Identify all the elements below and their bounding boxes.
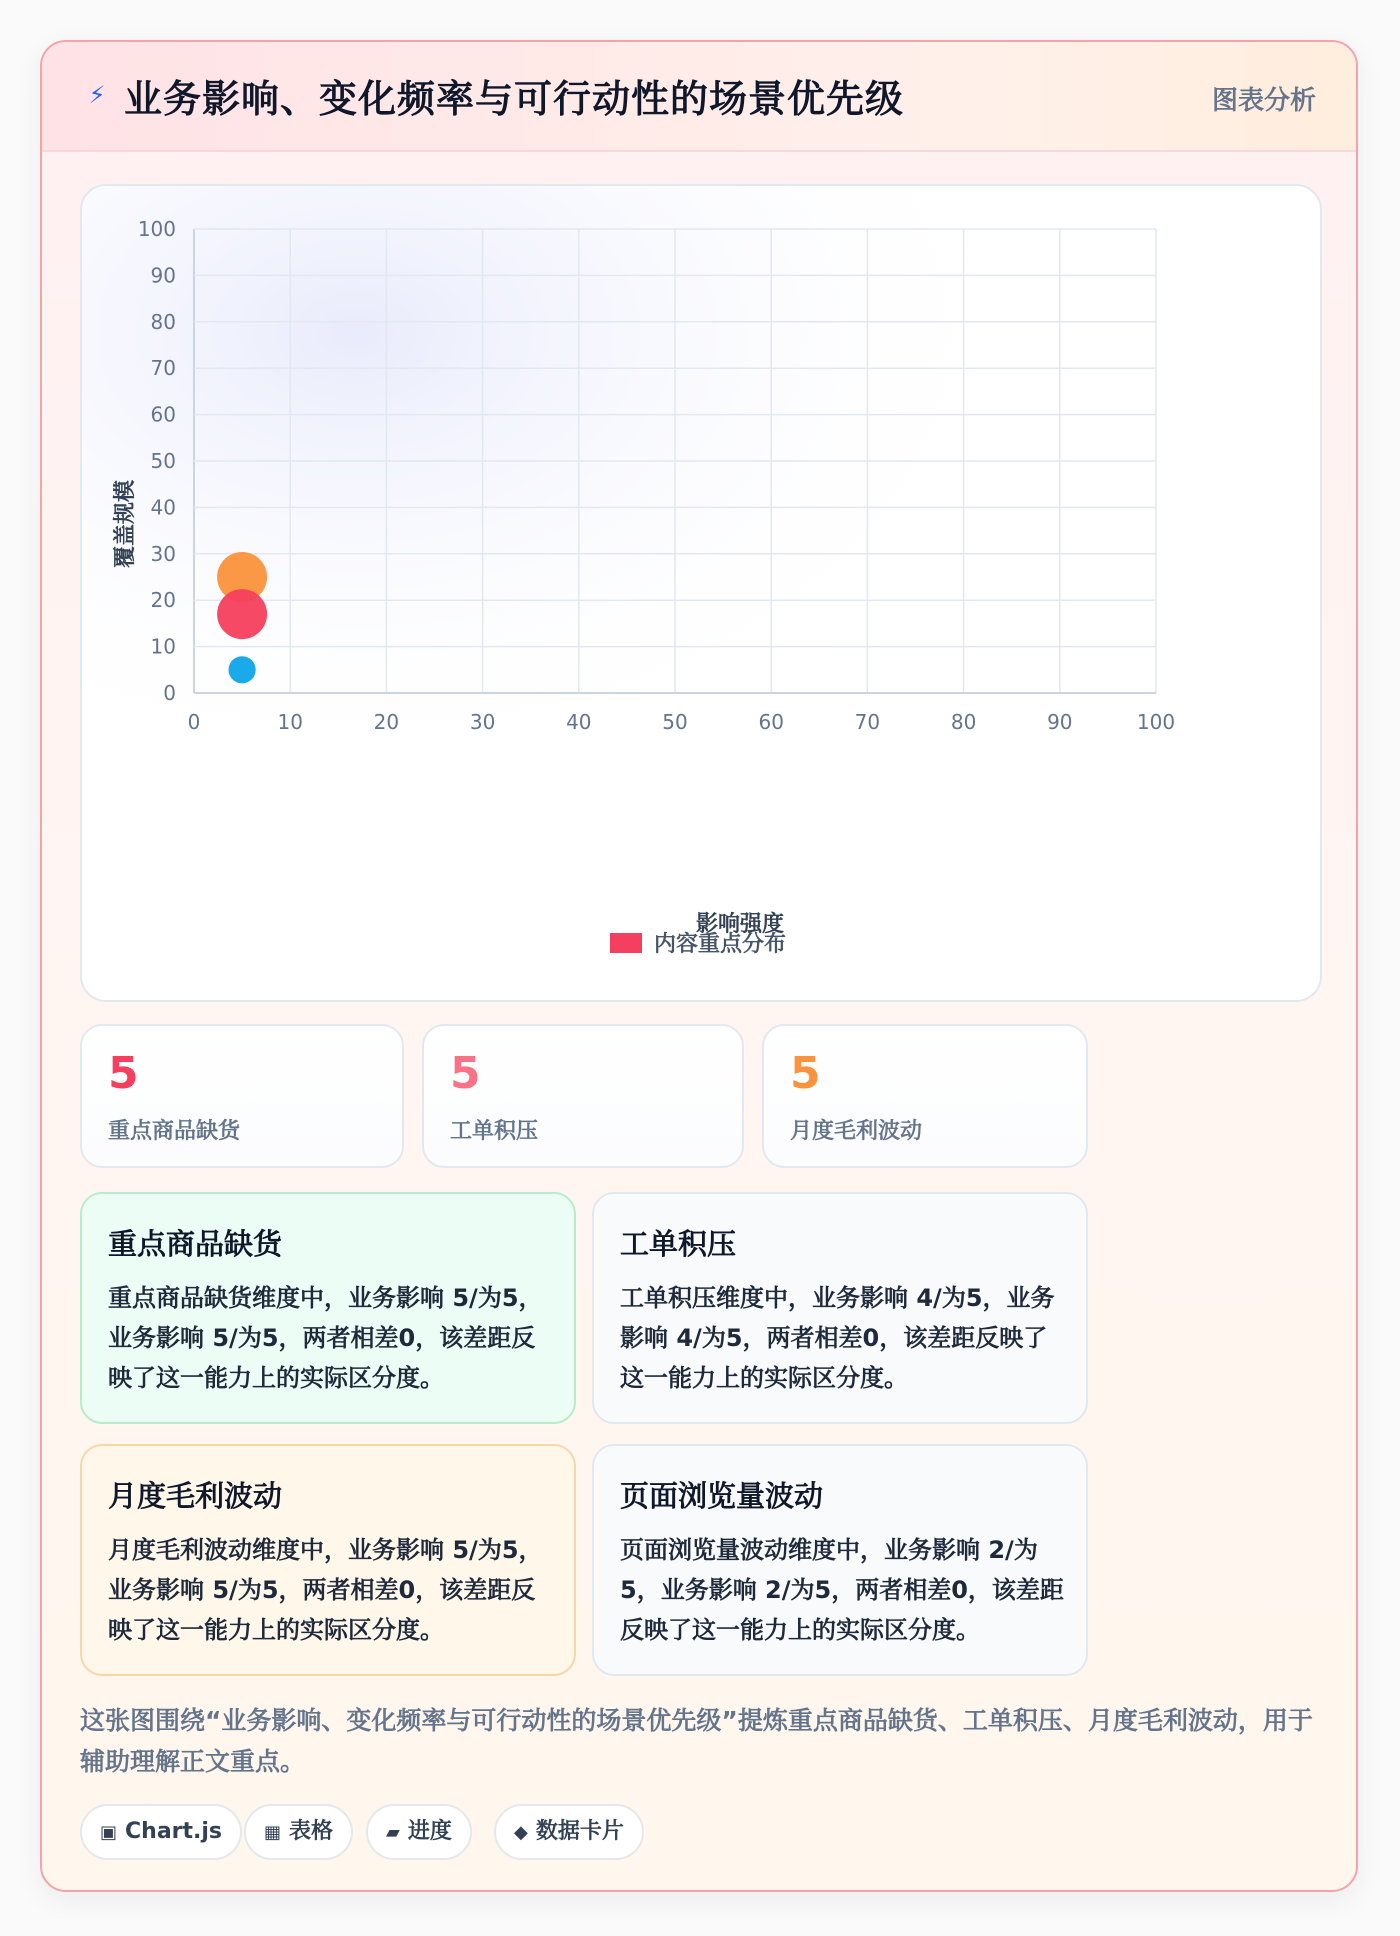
y-tick-label: 20 (150, 588, 176, 613)
data-point[interactable] (217, 589, 267, 639)
scatter-chart (82, 186, 1322, 1002)
y-tick-label: 40 (150, 495, 176, 520)
stat-value: 5 (108, 1048, 139, 1099)
stat-value: 5 (450, 1048, 481, 1099)
report-card (40, 40, 1358, 1892)
progress-icon: ▰ (386, 1822, 400, 1843)
stat-label: 重点商品缺货 (108, 1119, 241, 1144)
y-tick-label: 100 (137, 217, 176, 241)
note-body: 重点商品缺货维度中，业务影响 5/为5，业务影响 5/为5，两者相差0，该差距反映了这一能力上的实际区分度。 (108, 1284, 543, 1392)
y-tick-label: 90 (150, 263, 176, 288)
diamond-icon: ◆ (514, 1822, 528, 1843)
x-tick-label: 30 (469, 710, 496, 734)
data-point[interactable] (229, 656, 256, 683)
note-title: 月度毛利波动 (108, 1479, 283, 1513)
x-tick-label: 60 (758, 710, 784, 734)
x-tick-label: 90 (1047, 710, 1073, 734)
chart-panel (80, 184, 1322, 1002)
note-card-1 (80, 1192, 576, 1424)
stat-value: 5 (790, 1048, 821, 1099)
stat-card-2 (422, 1024, 744, 1168)
summary-text: 这张图围绕“业务影响、变化频率与可行动性的场景优先级”提炼重点商品缺货、工单积压、月度毛利波动，用于辅助理解正文重点。 (80, 1706, 1313, 1776)
chart-background (82, 186, 1322, 1002)
chart-icon: ▣ (100, 1822, 118, 1843)
stat-card-1 (80, 1024, 404, 1168)
chip-label: 进度 (407, 1819, 452, 1844)
note-body: 页面浏览量波动维度中，业务影响 2/为5，业务影响 2/为5，两者相差0，该差距反映了这一能力上的实际区分度。 (620, 1536, 1064, 1644)
x-axis-label: 影响强度 (695, 912, 785, 937)
x-tick-label: 80 (950, 710, 977, 734)
chip-label: Chart.js (125, 1819, 223, 1844)
x-tick-label: 40 (566, 710, 592, 734)
note-title: 页面浏览量波动 (620, 1479, 824, 1513)
lightning-icon: ⚡ (88, 81, 106, 109)
legend-label: 内容重点分布 (654, 932, 787, 957)
y-tick-label: 30 (150, 541, 176, 566)
y-tick-label: 80 (150, 309, 176, 334)
header-tag: 图表分析 (1211, 86, 1316, 116)
note-body: 工单积压维度中，业务影响 4/为5，业务影响 4/为5，两者相差0，该差距反映了这一能力上的实际区分度。 (620, 1284, 1055, 1392)
chip-label: 表格 (289, 1819, 334, 1844)
chip-table[interactable] (244, 1804, 353, 1860)
note-card-3 (80, 1444, 576, 1676)
card-header (42, 42, 1356, 152)
x-tick-label: 0 (187, 710, 201, 734)
page-title: 业务影响、变化频率与可行动性的场景优先级 (124, 77, 905, 121)
chip-chartjs[interactable] (80, 1804, 242, 1860)
x-tick-label: 50 (662, 710, 688, 734)
x-tick-label: 10 (277, 710, 303, 734)
stat-card-3 (762, 1024, 1088, 1168)
legend-swatch (610, 933, 642, 953)
x-tick-label: 70 (854, 710, 881, 734)
chip-progress[interactable] (366, 1804, 472, 1860)
stat-label: 月度毛利波动 (790, 1119, 923, 1144)
x-tick-label: 20 (373, 710, 400, 734)
y-tick-label: 10 (150, 634, 176, 659)
note-title: 工单积压 (620, 1227, 737, 1261)
note-body: 月度毛利波动维度中，业务影响 5/为5，业务影响 5/为5，两者相差0，该差距反映了这一能力上的实际区分度。 (108, 1536, 543, 1644)
note-title: 重点商品缺货 (108, 1227, 283, 1261)
x-tick-label: 100 (1136, 710, 1176, 734)
y-tick-label: 60 (150, 402, 176, 427)
y-tick-label: 50 (150, 449, 176, 473)
y-tick-label: 70 (150, 356, 176, 381)
stat-label: 工单积压 (450, 1119, 539, 1144)
chip-data-card[interactable] (494, 1804, 644, 1860)
y-tick-label: 0 (163, 681, 176, 705)
table-icon: ▦ (264, 1822, 282, 1843)
chip-label: 数据卡片 (535, 1819, 624, 1844)
note-card-4 (592, 1444, 1088, 1676)
y-axis-label: 覆盖规模 (113, 479, 138, 569)
note-card-2 (592, 1192, 1088, 1424)
